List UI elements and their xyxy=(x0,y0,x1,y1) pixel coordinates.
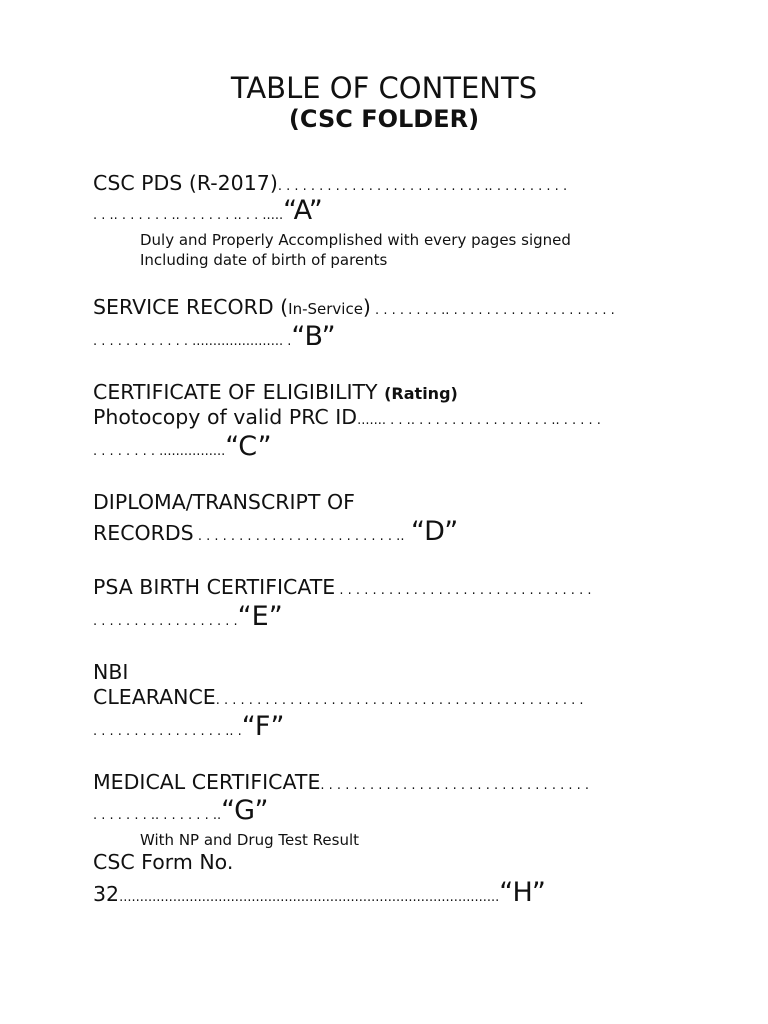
entry-label: PSA BIRTH CERTIFICATE xyxy=(93,575,336,599)
section-letter: “B” xyxy=(291,321,336,352)
leader-dots: . . . . . . . . .. . . . . . . . . . . . . . . . . . . . . xyxy=(370,303,615,318)
section-letter: “C” xyxy=(225,431,272,462)
entry-label: MEDICAL CERTIFICATE xyxy=(93,770,321,794)
leader-dots: ....... . . .. . . . . . . . . . . . . . . . . .. . . . . . xyxy=(357,413,601,428)
page-subtitle: (CSC FOLDER) xyxy=(288,105,480,133)
section-letter: “D” xyxy=(410,516,459,547)
entry-label-line2: CLEARANCE xyxy=(93,685,216,709)
leader-dots: . . . . . . . . . . . . . . . . . . . . . . . . . . . . . . . . . . . . . . . . . . . . . xyxy=(215,693,584,708)
entry-note: Including date of birth of parents xyxy=(140,251,388,269)
leader-dots: . . . . . . . . . . . . . . . . . . . . . . . . .. xyxy=(193,529,405,544)
leader-dots: . . . . . . . . ................ xyxy=(93,444,226,459)
entry-label-line2: Photocopy of valid PRC ID xyxy=(93,405,358,429)
entry-label-close: ) xyxy=(362,295,371,319)
entry-label-line2: RECORDS xyxy=(93,521,194,545)
leader-dots: . . . . . . . . . . . . . . . . . . . . . . . . . . . . . . . xyxy=(335,583,592,598)
section-letter: “E” xyxy=(237,601,283,632)
entry-label: DIPLOMA/TRANSCRIPT OF xyxy=(93,490,355,514)
entry-label: NBI xyxy=(93,660,129,684)
entry-label-qualifier: In-Service xyxy=(288,300,363,318)
section-letter: “G” xyxy=(221,795,269,826)
entry-note: Duly and Properly Accomplished with every pages signed xyxy=(140,231,571,249)
entry-label: CSC Form No. xyxy=(93,850,234,874)
entry-label: SERVICE RECORD ( xyxy=(93,295,289,319)
entry-label: CSC PDS (R-2017) xyxy=(93,171,278,195)
leader-dots: . . . . . . . . . . . . . . . . . . xyxy=(93,614,238,629)
entry-label: CERTIFICATE OF ELIGIBILITY xyxy=(93,380,378,404)
section-letter: “H” xyxy=(499,877,546,908)
leader-dots: ............................................................................................ xyxy=(119,890,500,905)
page-title: TABLE OF CONTENTS xyxy=(230,71,538,105)
leader-dots: . . .. . . . . . . .. . . . . . . .. . . ..... xyxy=(93,208,284,223)
section-letter: “A” xyxy=(283,195,323,226)
leader-dots: . . . . . . . . . . . . ...................... . xyxy=(93,334,292,349)
entry-label-line2: 32 xyxy=(93,882,120,906)
section-letter: “F” xyxy=(241,711,285,742)
leader-dots: . . . . . . . . . . . . . . . . .. . xyxy=(93,724,242,739)
entry-note: With NP and Drug Test Result xyxy=(140,831,360,849)
entry-label-tag: (Rating) xyxy=(384,384,458,403)
leader-dots: . . . . . . . . . . . . . . . . . . . . . . . . . .. . . . . . . . . . xyxy=(277,179,568,194)
leader-dots: . . . . . . . . . . . . . . . . . . . . . . . . . . . . . . . . . xyxy=(320,778,590,793)
leader-dots: . . . . . . . .. . . . . . . .. xyxy=(93,808,222,823)
